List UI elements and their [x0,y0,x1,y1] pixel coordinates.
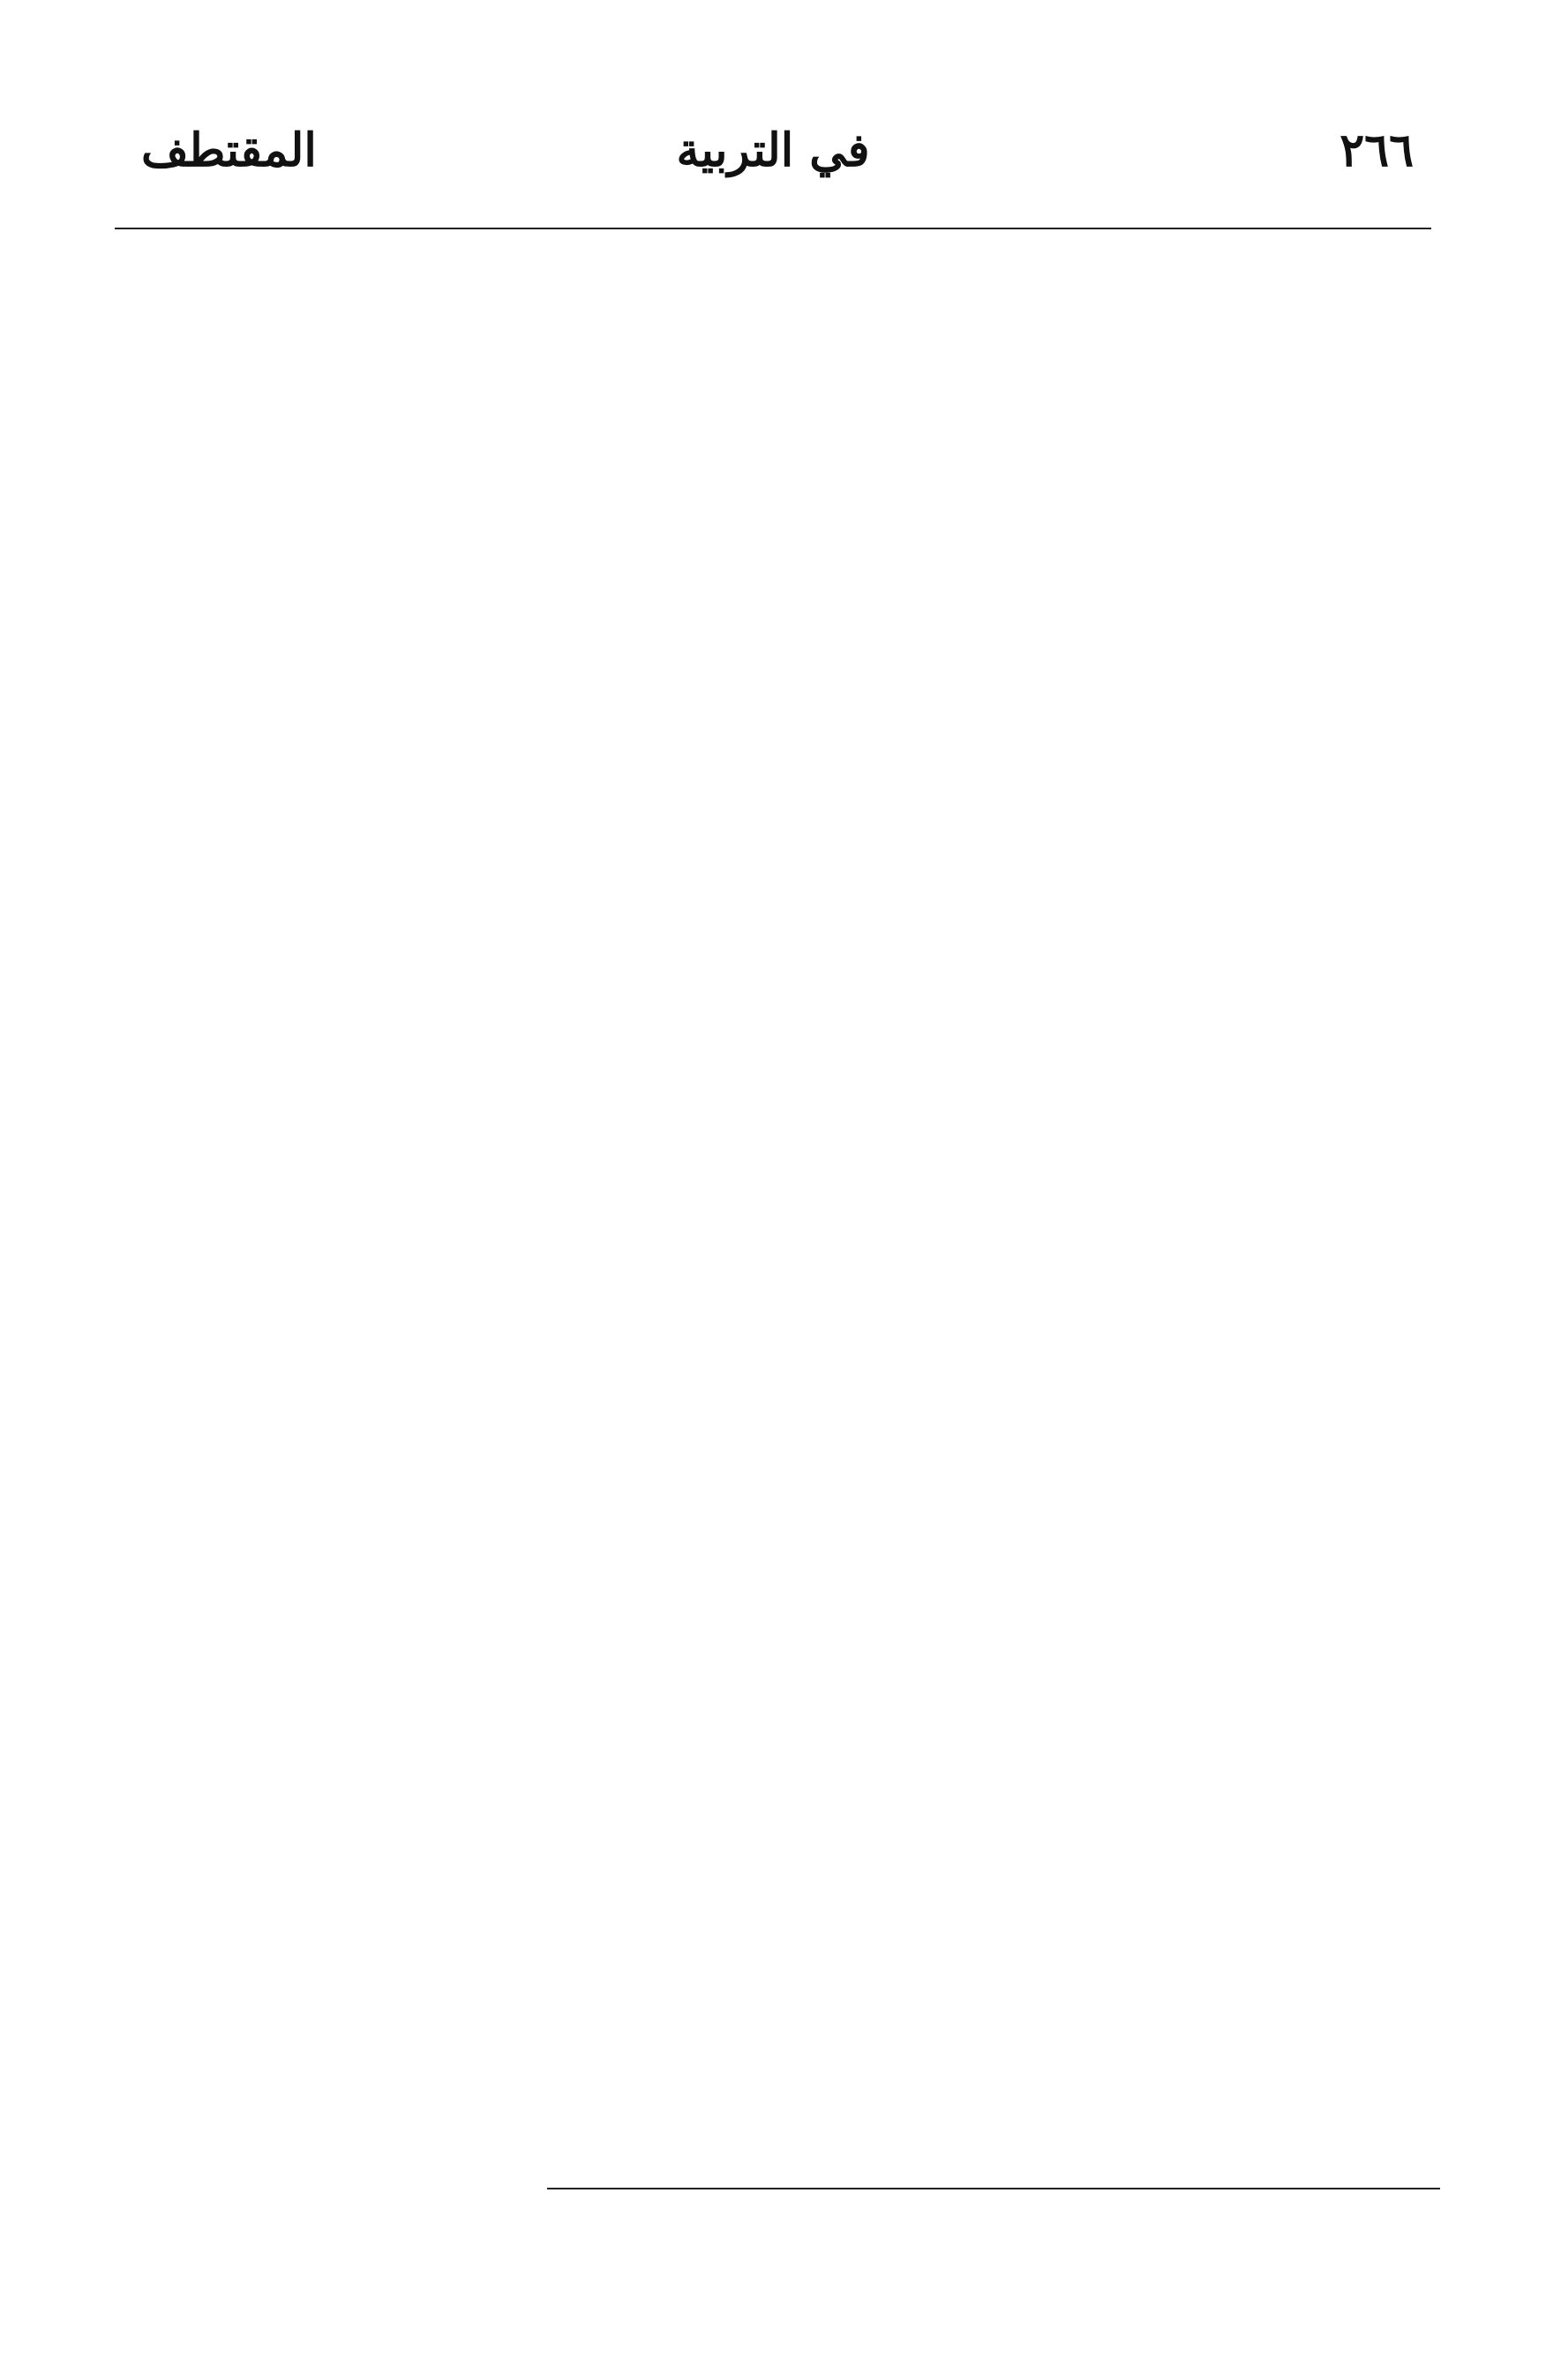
header-divider [115,228,1431,229]
page-number: ٢٦٦ [1340,123,1414,177]
section-title: في التربية [676,123,870,177]
journal-name: المقتطف [141,123,317,177]
page-header [115,123,1431,212]
footnote-divider [547,2188,1440,2189]
